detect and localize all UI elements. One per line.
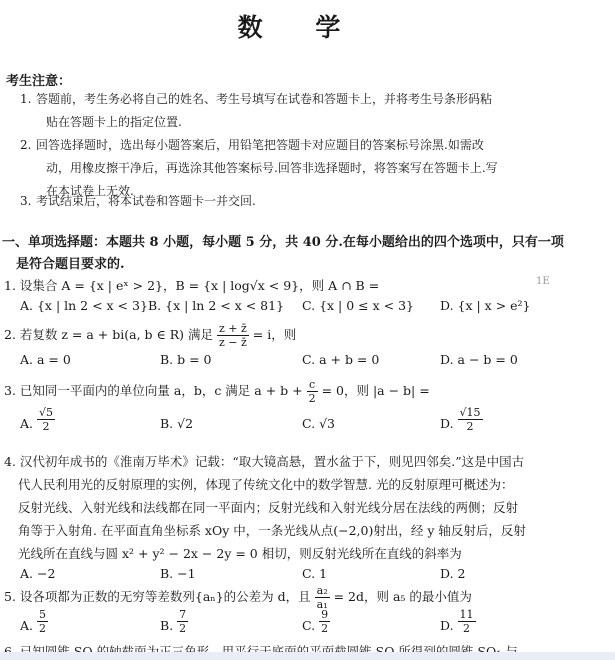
q5-fraction: $\frac{\text{a₂}}{\text{a₁}}$ (316, 584, 328, 611)
q5-option-a: A. $\frac{5}{2}$ (20, 608, 46, 635)
question-3-stem: 3. 已知同一平面内的单位向量 a，b，c 满足 a + b + $\frac{c}{2}$ = 0，则 |a − b| = (4, 378, 430, 405)
q5-option-d: D. $\frac{11}{2}$ (440, 608, 474, 635)
q2-option-d: D. a − b = 0 (440, 352, 518, 367)
q2-option-a: A. a = 0 (20, 352, 71, 367)
q1-option-c: C. {x | 0 ≤ x < 3} (302, 298, 414, 313)
q4-option-c: C. 1 (302, 566, 328, 581)
q1-option-d: D. {x | x > e²} (440, 298, 531, 313)
question-4-stem: 4. 汉代初年成书的《淮南万毕术》记载：“取大镜高悬，置水盆于下，则见四邻矣.”这是中国古 代人民利用光的反射原理的实例，体现了传统文化中的数学智慧. 光的反射原理可概述为： 反射光线、入射光线和法线都在同一平面内；反射光线和入射光线分居在法线的两侧；反射 角等于入射角. 在平面直角坐标系 xOy 中，一条光线从点(−2,0)射出，经 y 轴反射后，反射 光线所在直线与圆 x² + y² − 2x − 2y = 0 相切，则反射光线所在直线的斜率为 (4, 454, 526, 561)
q5-option-c: C. $\frac{9}{2}$ (302, 608, 329, 635)
q1-option-a: A. {x | ln 2 < x < 3} (20, 298, 148, 313)
viewer-bottom-bar (0, 652, 615, 660)
q3-option-b: B. √2 (160, 416, 194, 431)
q2-option-c: C. a + b = 0 (302, 352, 380, 367)
q4-option-d: D. 2 (440, 566, 466, 581)
notice-item-1: 1. 答题前，考生务必将自己的姓名、考生号填写在试卷和答题卡上，并将考生号条形码粘 贴在答题卡上的指定位置. (20, 92, 493, 129)
q3-fraction: $\frac{c}{2}$ (308, 378, 316, 405)
q2-fraction: $\frac{z + z̄}{z - z̄}$ (218, 322, 247, 349)
notice-item-2: 2. 回答选择题时，选出每小题答案后，用铅笔把答题卡对应题目的答案标号涂黑.如需改 动，用橡皮擦干净后，再选涂其他答案标号.回答非选择题时，将答案写在答题卡上.写 在本试卷上无效. (20, 138, 498, 198)
q4-option-a: A. −2 (20, 566, 56, 581)
notice-item-3: 3. 考试结束后，将本试卷和答题卡一并交回. (20, 194, 256, 208)
question-5-stem: 5. 设各项都为正数的无穷等差数列{aₙ}的公差为 d，且 $\frac{\text{a₂}}{\text{a₁}}$ = 2d，则 a₅ 的最小值为 (4, 584, 472, 611)
section-heading: 一、单项选择题：本题共 8 小题，每小题 5 分，共 40 分.在每小题给出的四个选项中，只有一项 是符合题目要求的. (2, 235, 564, 272)
page-title: 数 学 (237, 13, 363, 42)
notice-heading: 考生注意： (6, 74, 72, 89)
margin-mark: 1E (536, 276, 550, 287)
question-1-stem: 1. 设集合 A = {x | eˣ > 2}，B = {x | log√x < 9}，则 A ∩ B = (4, 278, 380, 293)
q1-option-b: B. {x | ln 2 < x < 81} (148, 298, 285, 313)
q4-option-b: B. −1 (160, 566, 196, 581)
q5-option-b: B. $\frac{7}{2}$ (160, 608, 187, 635)
q3-option-c: C. √3 (302, 416, 335, 431)
q3-option-a: A. $\frac{√5}{2}$ (20, 406, 54, 433)
q3-option-d: D. $\frac{√15}{2}$ (440, 406, 481, 433)
question-2-stem: 2. 若复数 z = a + bi(a, b ∈ R) 满足 $\frac{z + z̄}{z - z̄}$ = i，则 (4, 322, 297, 349)
q2-option-b: B. b = 0 (160, 352, 212, 367)
